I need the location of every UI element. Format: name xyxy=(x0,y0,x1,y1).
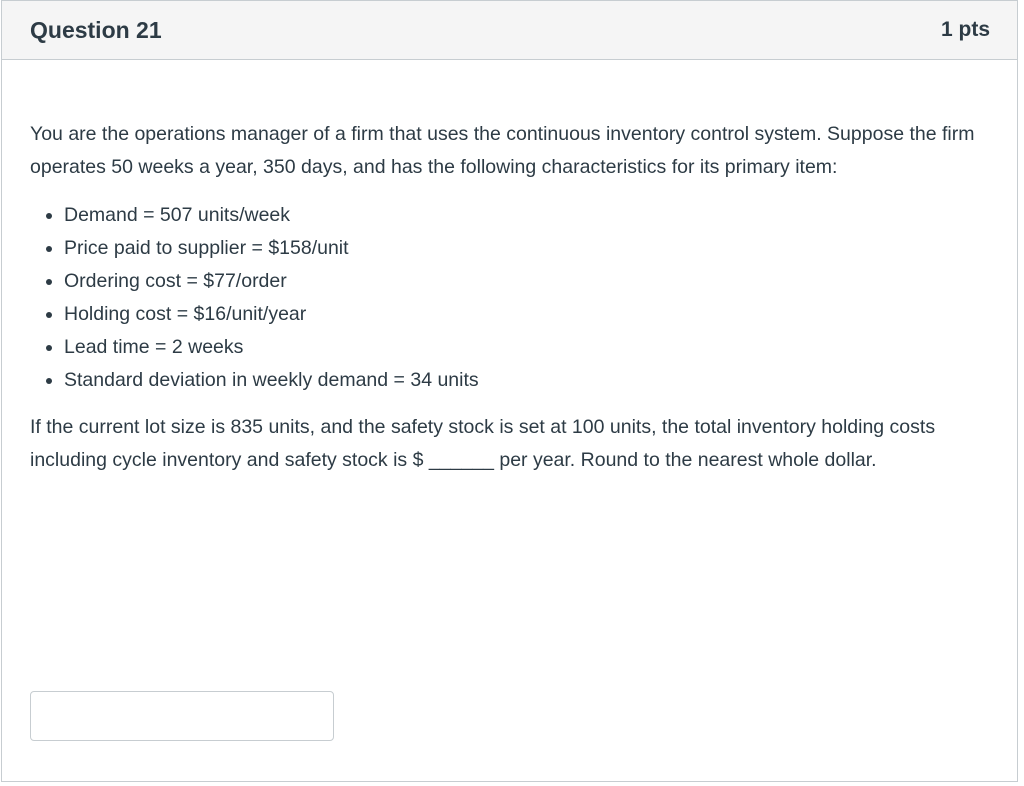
list-item: • Demand = 507 units/week xyxy=(64,199,987,232)
question-points: 1 pts xyxy=(940,18,990,41)
list-item: • Lead time = 2 weeks xyxy=(64,331,987,364)
question-prompt: If the current lot size is 835 units, and the safety stock is set at 100 units, the total inventory holding costs including cycle inventory and safety stock is $ ______ per year. Round to the nearest whole dollar. xyxy=(30,416,936,471)
question-intro: You are the operations manager of a firm that uses the continuous inventory control system. Suppose the firm operates 50 weeks a year, 350 days, and has the following characteristics for its primary item: xyxy=(30,123,975,178)
list-item: • Standard deviation in weekly demand = 34 units xyxy=(64,364,987,397)
question-body xyxy=(2,60,1017,477)
list-item: • Ordering cost = $77/order xyxy=(64,265,987,298)
answer-input[interactable] xyxy=(30,691,334,741)
question-title: Question 21 xyxy=(30,16,162,43)
list-item: • Holding cost = $16/unit/year xyxy=(64,298,987,331)
question-header xyxy=(2,1,1017,60)
characteristics-list xyxy=(30,199,987,397)
question-card xyxy=(1,0,1018,782)
list-item: • Price paid to supplier = $158/unit xyxy=(64,232,987,265)
